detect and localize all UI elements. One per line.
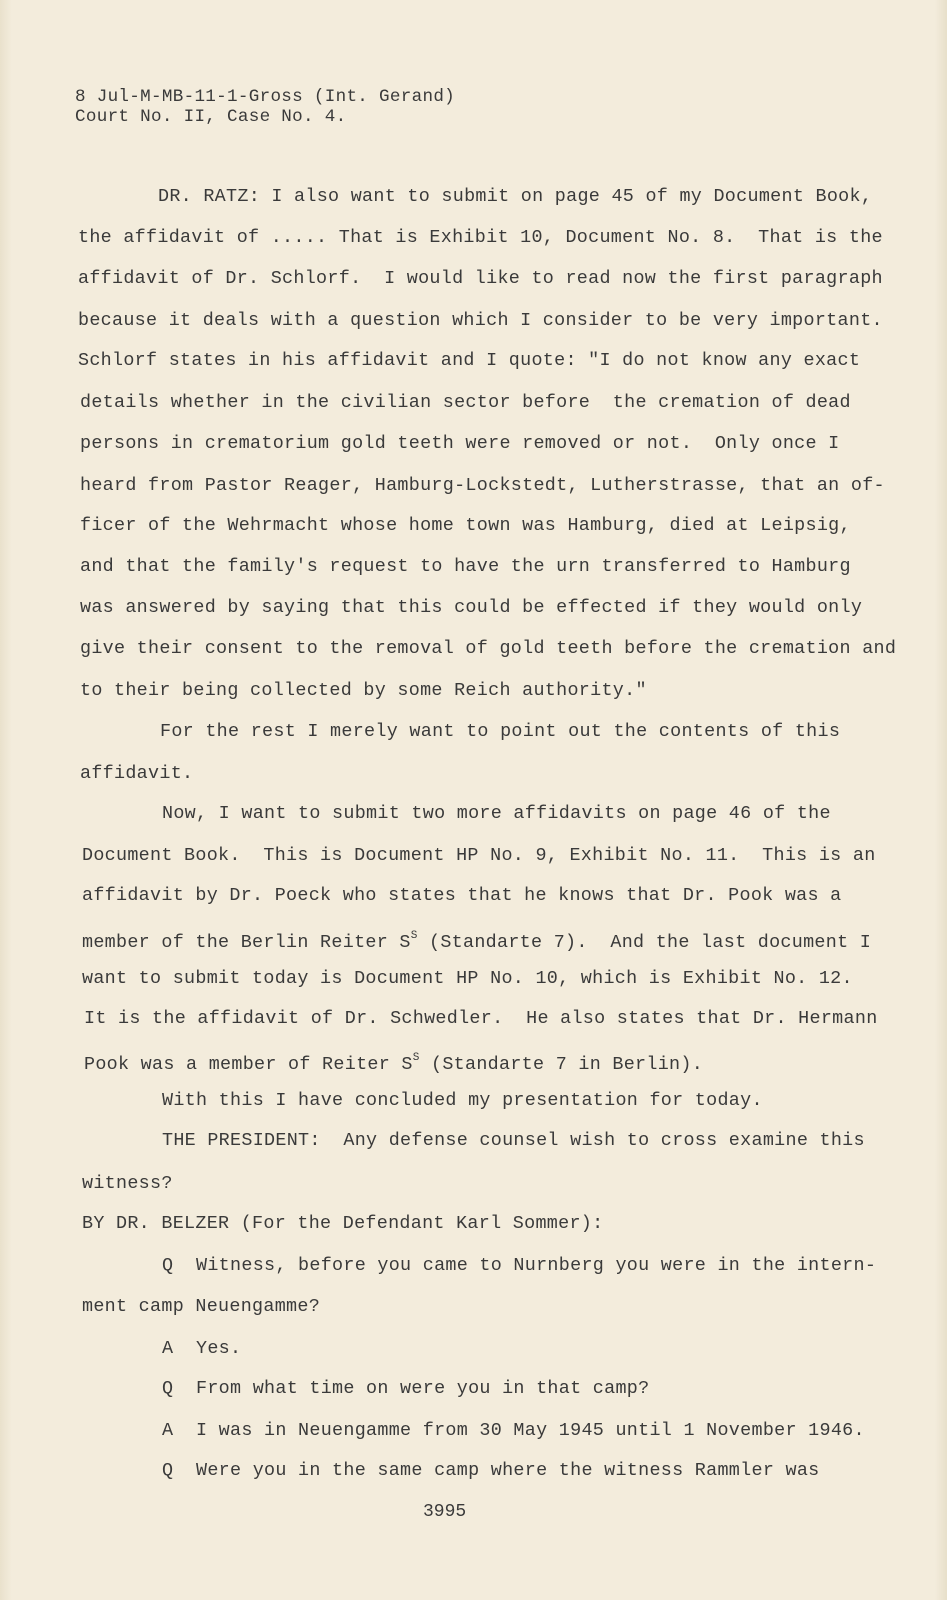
text-line: details whether in the civilian sector before the cremation of dead: [80, 392, 851, 413]
text-line: Document Book. This is Document HP No. 9, Exhibit No. 11. This is an: [82, 845, 876, 866]
text-line: Q From what time on were you in that camp?: [162, 1378, 650, 1399]
text-line: DR. RATZ: I also want to submit on page 45 of my Document Book,: [158, 186, 873, 207]
text-line: was answered by saying that this could be effected if they would only: [80, 597, 863, 618]
text-line: [84, 1049, 703, 1076]
text-line: A Yes.: [162, 1338, 242, 1359]
page-number: 3995: [423, 1502, 467, 1522]
text-line: because it deals with a question which I consider to be very important.: [78, 310, 883, 331]
text-line: THE PRESIDENT: Any defense counsel wish to cross examine this: [162, 1130, 865, 1151]
text-line: Schlorf states in his affidavit and I quote: "I do not know any exact: [78, 350, 861, 371]
text-line: It is the affidavit of Dr. Schwedler. He also states that Dr. Hermann: [84, 1008, 878, 1029]
text-line: Now, I want to submit two more affidavits on page 46 of the: [162, 803, 831, 824]
text-line: want to submit today is Document HP No. 10, which is Exhibit No. 12.: [82, 968, 853, 989]
text-line: BY DR. BELZER (For the Defendant Karl Sommer):: [82, 1213, 604, 1234]
text-line: heard from Pastor Reager, Hamburg-Lockstedt, Lutherstrasse, that an of-: [80, 475, 885, 496]
text-line: ment camp Neuengamme?: [82, 1296, 321, 1317]
text-line: ficer of the Wehrmacht whose home town was Hamburg, died at Leipsig,: [80, 515, 851, 536]
text-line: to their being collected by some Reich authority.": [80, 680, 647, 701]
text-segment: (Standarte 7 in Berlin).: [419, 1054, 704, 1076]
header-line-1: 8 Jul-M-MB-11-1-Gross (Int. Gerand): [75, 87, 456, 107]
header-line-2: Court No. II, Case No. 4.: [75, 107, 347, 127]
text-line: persons in crematorium gold teeth were removed or not. Only once I: [80, 433, 840, 454]
text-segment: member of the Berlin Reiter S: [82, 932, 411, 954]
text-line: Q Were you in the same camp where the witness Rammler was: [162, 1460, 820, 1481]
text-line: Q Witness, before you came to Nurnberg you were in the intern-: [162, 1255, 877, 1276]
text-segment: (Standarte 7). And the last document I: [417, 932, 872, 954]
text-line: A I was in Neuengamme from 30 May 1945 until 1 November 1946.: [162, 1420, 865, 1441]
text-line: [82, 927, 871, 954]
text-line: and that the family's request to have the urn transferred to Hamburg: [80, 556, 851, 577]
superscript: S: [410, 930, 418, 942]
text-line: witness?: [82, 1173, 173, 1194]
superscript: S: [412, 1052, 420, 1064]
text-line: affidavit.: [80, 763, 194, 784]
text-line: affidavit of Dr. Schlorf. I would like to read now the first paragraph: [78, 268, 883, 289]
text-line: the affidavit of ..... That is Exhibit 10, Document No. 8. That is the: [78, 227, 883, 248]
text-line: For the rest I merely want to point out the contents of this: [160, 721, 841, 742]
text-line: give their consent to the removal of gold teeth before the cremation and: [80, 638, 897, 659]
text-line: affidavit by Dr. Poeck who states that he knows that Dr. Pook was a: [82, 885, 842, 906]
text-line: With this I have concluded my presentation for today.: [162, 1090, 763, 1111]
text-segment: Pook was a member of Reiter S: [84, 1054, 413, 1076]
